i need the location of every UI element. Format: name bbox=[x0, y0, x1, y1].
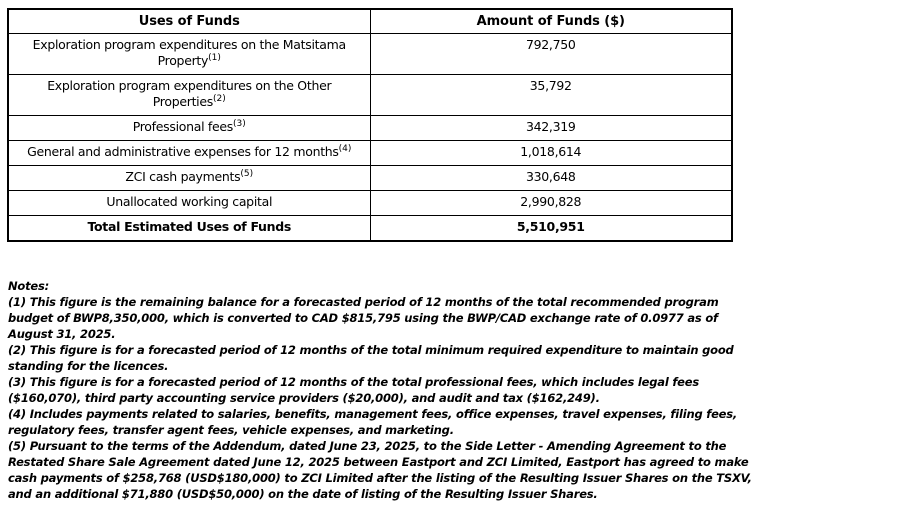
use-cell bbox=[8, 34, 370, 75]
use-label: Unallocated working capital bbox=[106, 194, 273, 209]
amount-cell: 5,510,951 bbox=[370, 216, 732, 242]
use-cell bbox=[8, 216, 370, 242]
notes-label: Notes: bbox=[8, 279, 50, 293]
use-label: Total Estimated Uses of Funds bbox=[87, 219, 292, 234]
use-cell bbox=[8, 191, 370, 216]
footnote-marker: (1) bbox=[208, 52, 221, 63]
footnote-marker: (5) bbox=[240, 168, 254, 179]
footnote-marker: (4) bbox=[338, 143, 352, 154]
use-label: Exploration program expenditures on the Other Properties bbox=[47, 78, 332, 109]
table-row bbox=[8, 116, 732, 141]
uses-of-funds-table bbox=[7, 8, 733, 242]
column-header-uses-of-funds: Uses of Funds bbox=[8, 9, 370, 34]
use-cell bbox=[8, 75, 370, 116]
table-row bbox=[8, 166, 732, 191]
note-item: (1) This figure is the remaining balance for a forecasted period of 12 months of the total recommended program budget of BWP8,350,000, which is converted to CAD $815,795 using the BWP/CAD exchange rate of 0.0977 as of August 31, 2025. bbox=[8, 295, 719, 341]
table-row bbox=[8, 75, 732, 116]
total-row bbox=[8, 216, 732, 242]
note-item: (3) This figure is for a forecasted period of 12 months of the total professional fees, which includes legal fees ($160,070), third party accounting service providers ($20,000), and audit and tax ($162,249). bbox=[8, 375, 700, 405]
amount-cell: 1,018,614 bbox=[370, 141, 732, 166]
use-cell bbox=[8, 141, 370, 166]
amount-cell: 342,319 bbox=[370, 116, 732, 141]
table-row bbox=[8, 191, 732, 216]
note-item: (4) Includes payments related to salaries, benefits, management fees, office expenses, travel expenses, filing fees, regulatory fees, transfer agent fees, vehicle expenses, and marketing. bbox=[8, 407, 738, 437]
use-label: ZCI cash payments bbox=[125, 169, 241, 184]
amount-cell: 2,990,828 bbox=[370, 191, 732, 216]
use-label: General and administrative expenses for 12 months bbox=[27, 144, 339, 159]
notes-section bbox=[8, 278, 754, 502]
footnote-marker: (2) bbox=[212, 93, 226, 104]
use-label: Exploration program expenditures on the Matsitama Property bbox=[32, 37, 346, 68]
footnote-marker: (3) bbox=[233, 118, 246, 129]
amount-cell: 330,648 bbox=[370, 166, 732, 191]
table-body bbox=[8, 34, 732, 242]
table-row bbox=[8, 34, 732, 75]
use-cell bbox=[8, 116, 370, 141]
use-cell bbox=[8, 166, 370, 191]
use-label: Professional fees bbox=[132, 119, 234, 134]
table-header-row bbox=[8, 9, 732, 34]
note-item: (5) Pursuant to the terms of the Addendum, dated June 23, 2025, to the Side Letter - Amending Agreement to the Restated Share Sale Agreement dated June 12, 2025 between Eastport and ZCI Limited, Eastport has agreed to make cash payments of $258,768 (USD$180,000) to ZCI Limited after the listing of the Resulting Issuer Shares on the TSXV, and an additional $71,880 (USD$50,000) on the date of listing of the Resulting Issuer Shares. bbox=[8, 439, 752, 501]
note-item: (2) This figure is for a forecasted period of 12 months of the total minimum required expenditure to maintain good standing for the licences. bbox=[8, 343, 734, 373]
amount-cell: 792,750 bbox=[370, 34, 732, 75]
column-header-amount-of-funds: Amount of Funds ($) bbox=[370, 9, 732, 34]
amount-cell: 35,792 bbox=[370, 75, 732, 116]
table-row bbox=[8, 141, 732, 166]
